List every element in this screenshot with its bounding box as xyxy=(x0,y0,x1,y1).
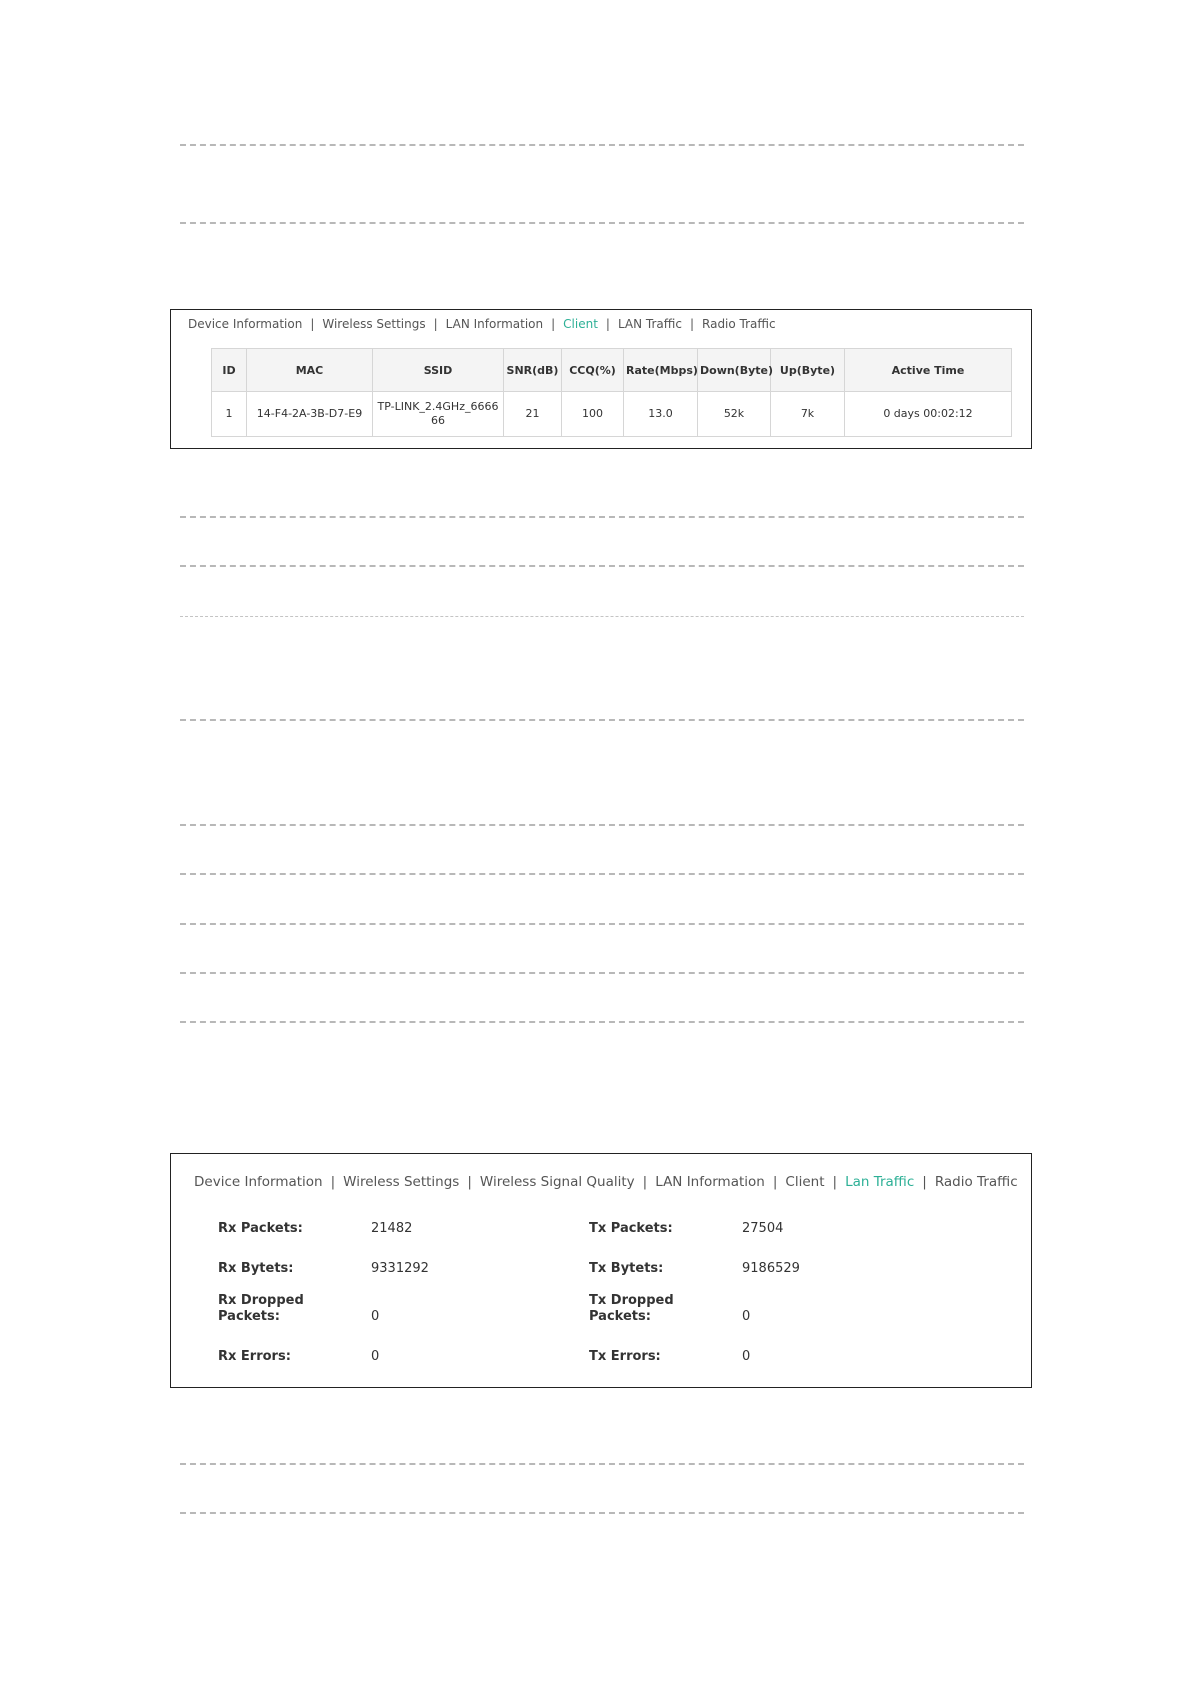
rx-errors-value: 0 xyxy=(371,1349,380,1364)
tab-client[interactable]: Client xyxy=(563,317,598,331)
cell-active-time: 0 days 00:02:12 xyxy=(845,392,1012,437)
cell-mac: 14-F4-2A-3B-D7-E9 xyxy=(247,392,373,437)
dashed-separator xyxy=(180,616,1024,617)
column-header-rate: Rate(Mbps) xyxy=(624,349,698,392)
rx-dropped-value: 0 xyxy=(371,1309,380,1324)
tab-client[interactable]: Client xyxy=(785,1174,825,1190)
tab-lan-information[interactable]: LAN Information xyxy=(655,1174,765,1190)
status-tabs xyxy=(188,317,776,331)
dashed-separator xyxy=(180,1463,1024,1465)
client-status-panel xyxy=(170,309,1032,449)
dashed-separator xyxy=(180,1021,1024,1023)
column-header-snr: SNR(dB) xyxy=(504,349,562,392)
rx-packets-value: 21482 xyxy=(371,1221,413,1236)
tx-bytes-value: 9186529 xyxy=(742,1261,800,1276)
tab-wireless-signal-quality[interactable]: Wireless Signal Quality xyxy=(479,1174,635,1190)
tab-separator: | xyxy=(689,317,695,331)
column-header-ssid: SSID xyxy=(373,349,504,392)
table-header-row xyxy=(212,349,1012,392)
rx-errors-label: Rx Errors: xyxy=(218,1349,291,1364)
tab-separator: | xyxy=(605,317,610,331)
rx-bytes-value: 9331292 xyxy=(371,1261,429,1276)
column-header-mac: MAC xyxy=(247,349,373,392)
rx-dropped-label-line-1: Rx Dropped xyxy=(218,1293,304,1308)
tx-bytes-label: Tx Bytets: xyxy=(589,1261,664,1276)
rx-dropped-label-line-2: Packets: xyxy=(218,1309,280,1324)
tx-dropped-label-line-1: Tx Dropped xyxy=(589,1293,674,1308)
lan-traffic-panel xyxy=(170,1153,1032,1388)
dashed-separator xyxy=(180,144,1024,146)
dashed-separator xyxy=(180,824,1024,826)
tab-separator: | xyxy=(922,1174,927,1190)
tab-separator: | xyxy=(310,317,315,331)
tab-radio-traffic[interactable]: Radio Traffic xyxy=(934,1174,1018,1190)
cell-snr: 21 xyxy=(504,392,562,437)
tab-wireless-settings[interactable]: Wireless Settings xyxy=(343,1174,460,1190)
tab-lan-traffic[interactable]: Lan Traffic xyxy=(845,1174,915,1190)
tab-separator: | xyxy=(551,317,556,331)
cell-up: 7k xyxy=(771,392,845,437)
dashed-separator xyxy=(180,565,1024,567)
tab-device-information[interactable]: Device Information xyxy=(194,1174,323,1190)
tx-dropped-label xyxy=(589,1293,674,1325)
client-table xyxy=(211,348,1012,437)
dashed-separator xyxy=(180,873,1024,875)
rx-bytes-label: Rx Bytets: xyxy=(218,1261,294,1276)
status-tabs xyxy=(194,1174,1018,1190)
cell-rate: 13.0 xyxy=(624,392,698,437)
rx-dropped-label xyxy=(218,1293,304,1325)
tab-separator: | xyxy=(467,1174,472,1190)
dashed-separator xyxy=(180,1512,1024,1514)
dashed-separator xyxy=(180,222,1024,224)
tx-errors-value: 0 xyxy=(742,1349,751,1364)
tab-separator: | xyxy=(433,317,438,331)
rx-packets-label: Rx Packets: xyxy=(218,1221,303,1236)
dashed-separator xyxy=(180,972,1024,974)
cell-down: 52k xyxy=(698,392,771,437)
column-header-id: ID xyxy=(212,349,247,392)
table-row xyxy=(212,392,1012,437)
tab-lan-information[interactable]: LAN Information xyxy=(445,317,544,331)
cell-id: 1 xyxy=(212,392,247,437)
cell-ssid: TP-LINK_2.4GHz_666666 xyxy=(373,392,504,437)
column-header-up: Up(Byte) xyxy=(771,349,845,392)
cell-ccq: 100 xyxy=(562,392,624,437)
tab-separator: | xyxy=(642,1174,648,1190)
dashed-separator xyxy=(180,516,1024,518)
column-header-down: Down(Byte) xyxy=(698,349,771,392)
tx-errors-label: Tx Errors: xyxy=(589,1349,661,1364)
tx-packets-value: 27504 xyxy=(742,1221,784,1236)
dashed-separator xyxy=(180,923,1024,925)
tab-separator: | xyxy=(832,1174,838,1190)
tab-device-information[interactable]: Device Information xyxy=(188,317,303,331)
column-header-active-time: Active Time xyxy=(845,349,1012,392)
tx-packets-label: Tx Packets: xyxy=(589,1221,673,1236)
tab-separator: | xyxy=(330,1174,336,1190)
tab-wireless-settings[interactable]: Wireless Settings xyxy=(322,317,426,331)
tab-lan-traffic[interactable]: LAN Traffic xyxy=(617,317,682,331)
dashed-separator xyxy=(180,719,1024,721)
tx-dropped-label-line-2: Packets: xyxy=(589,1309,651,1324)
tab-radio-traffic[interactable]: Radio Traffic xyxy=(702,317,776,331)
tx-dropped-value: 0 xyxy=(742,1309,751,1324)
tab-separator: | xyxy=(772,1174,778,1190)
column-header-ccq: CCQ(%) xyxy=(562,349,624,392)
